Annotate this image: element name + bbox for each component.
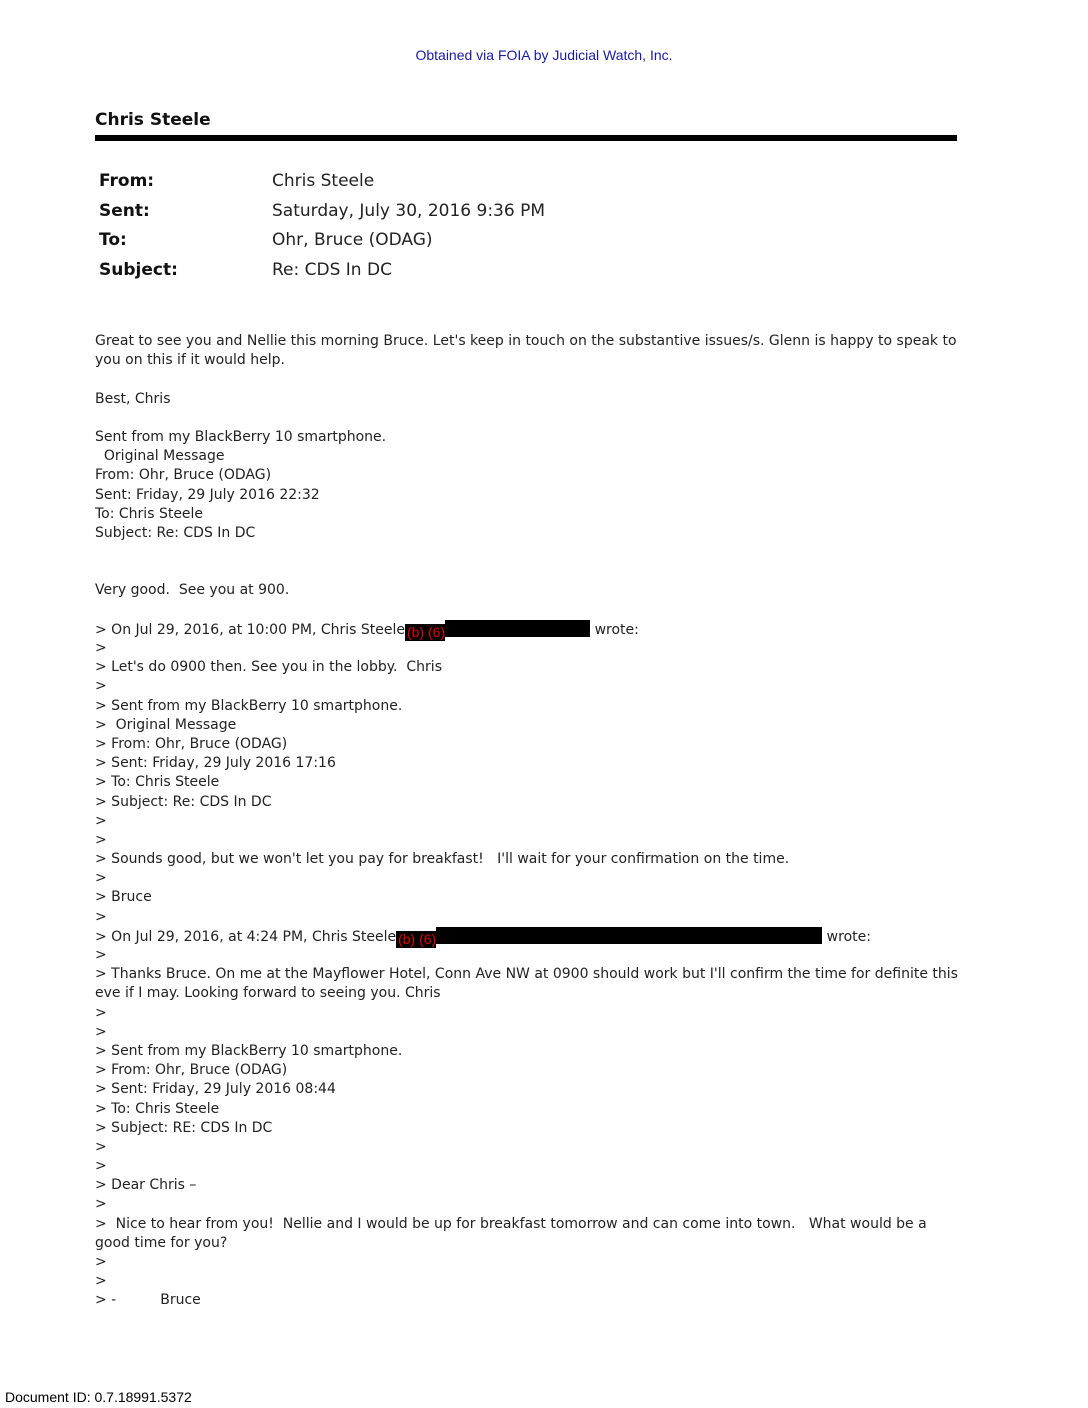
signature-line: [95, 1291, 957, 1310]
body-line: > Sent: Friday, 29 July 2016 08:44: [95, 1081, 336, 1098]
redaction-code: (b) (6): [407, 623, 446, 640]
body-line: you on this if it would help.: [95, 352, 285, 369]
email-header: [99, 169, 545, 288]
signature-name: Bruce: [160, 1292, 201, 1309]
body-line: good time for you?: [95, 1234, 228, 1251]
body-line: > Thanks Bruce. On me at the Mayflower Hotel, Conn Ave NW at 0900 should work but I'll confirm the time for definite this: [95, 966, 958, 983]
body-line: > Subject: RE: CDS In DC: [95, 1119, 273, 1136]
email-title: Chris Steele: [95, 110, 211, 130]
quote-marker: >: [95, 831, 107, 848]
quoted-header-text: > On Jul 29, 2016, at 10:00 PM, Chris Steele: [95, 621, 405, 638]
body-line: > Bruce: [95, 889, 152, 906]
body-line: > To: Chris Steele: [95, 774, 220, 791]
body-line: Sent from my BlackBerry 10 smartphone.: [95, 428, 387, 445]
to-label: To:: [99, 230, 127, 251]
redaction-box: [436, 927, 822, 944]
quote-marker: >: [95, 678, 107, 695]
body-line: > Sent from my BlackBerry 10 smartphone.: [95, 697, 403, 714]
quote-marker: >: [95, 1273, 107, 1290]
foia-banner: Obtained via FOIA by Judicial Watch, Inc.: [415, 47, 673, 63]
redaction-code: (b) (6): [398, 930, 437, 947]
wrote-text: wrote:: [590, 621, 639, 638]
sent-value: Saturday, July 30, 2016 9:36 PM: [272, 200, 545, 221]
header-row-to: [99, 228, 545, 258]
document-id: Document ID: 0.7.18991.5372: [5, 1389, 192, 1405]
body-line: Great to see you and Nellie this morning Bruce. Let's keep in touch on the substantive issues/s. Glenn is happy to speak to: [95, 333, 957, 349]
quote-marker: >: [95, 1004, 107, 1021]
body-line: To: Chris Steele: [95, 505, 204, 522]
header-row-from: [99, 169, 545, 199]
body-line: > Sounds good, but we won't let you pay for breakfast! I'll wait for your confirmation on the time.: [95, 851, 790, 868]
body-line: > Sent from my BlackBerry 10 smartphone.: [95, 1042, 403, 1059]
body-line: Very good. See you at 900.: [95, 582, 290, 599]
quote-marker: >: [95, 947, 107, 964]
quote-marker: >: [95, 640, 107, 657]
quote-marker: >: [95, 1196, 107, 1213]
body-line: > From: Ohr, Bruce (ODAG): [95, 735, 288, 752]
quote-marker: >: [95, 908, 107, 925]
body-line: Sent: Friday, 29 July 2016 22:32: [95, 486, 320, 503]
body-line: > Let's do 0900 then. See you in the lobby. Chris: [95, 659, 442, 676]
body-line: > To: Chris Steele: [95, 1100, 220, 1117]
from-value: Chris Steele: [272, 171, 375, 191]
quote-marker: >: [95, 1254, 107, 1271]
signoff: Best, Chris: [95, 390, 171, 407]
body-line: > Nice to hear from you! Nellie and I would be up for breakfast tomorrow and can come into town. What would be a: [95, 1215, 927, 1232]
quoted-header-line: [95, 927, 957, 946]
body-line: > Dear Chris –: [95, 1177, 197, 1194]
quote-marker: >: [95, 1138, 107, 1155]
quote-marker: >: [95, 1158, 107, 1175]
body-line: Subject: Re: CDS In DC: [95, 524, 256, 541]
body-line: Original Message: [95, 448, 225, 465]
to-value: Ohr, Bruce (ODAG): [272, 230, 433, 251]
body-line: > From: Ohr, Bruce (ODAG): [95, 1062, 288, 1079]
quote-marker: >: [95, 870, 107, 887]
body-line: > Subject: Re: CDS In DC: [95, 793, 272, 810]
wrote-text: wrote:: [822, 928, 871, 945]
signature-prefix: > -: [95, 1292, 117, 1309]
title-divider: [95, 135, 957, 141]
redaction-box: [445, 620, 590, 637]
subject-label: Subject:: [99, 260, 178, 281]
body-line: From: Ohr, Bruce (ODAG): [95, 467, 272, 484]
email-page: [95, 108, 958, 1309]
header-row-sent: [99, 199, 545, 229]
body-line: eve if I may. Looking forward to seeing you. Chris: [95, 985, 441, 1002]
from-label: From:: [99, 171, 155, 191]
subject-value: Re: CDS In DC: [272, 260, 392, 281]
quoted-header-line: [95, 620, 957, 639]
sent-label: Sent:: [99, 200, 150, 221]
body-line: > Sent: Friday, 29 July 2016 17:16: [95, 755, 336, 772]
quote-marker: >: [95, 812, 107, 829]
quoted-header-text: > On Jul 29, 2016, at 4:24 PM, Chris Steele: [95, 928, 397, 945]
quote-marker: >: [95, 1023, 107, 1040]
header-row-subject: [99, 258, 545, 288]
email-body: [95, 332, 957, 1311]
body-line: > Original Message: [95, 716, 237, 733]
